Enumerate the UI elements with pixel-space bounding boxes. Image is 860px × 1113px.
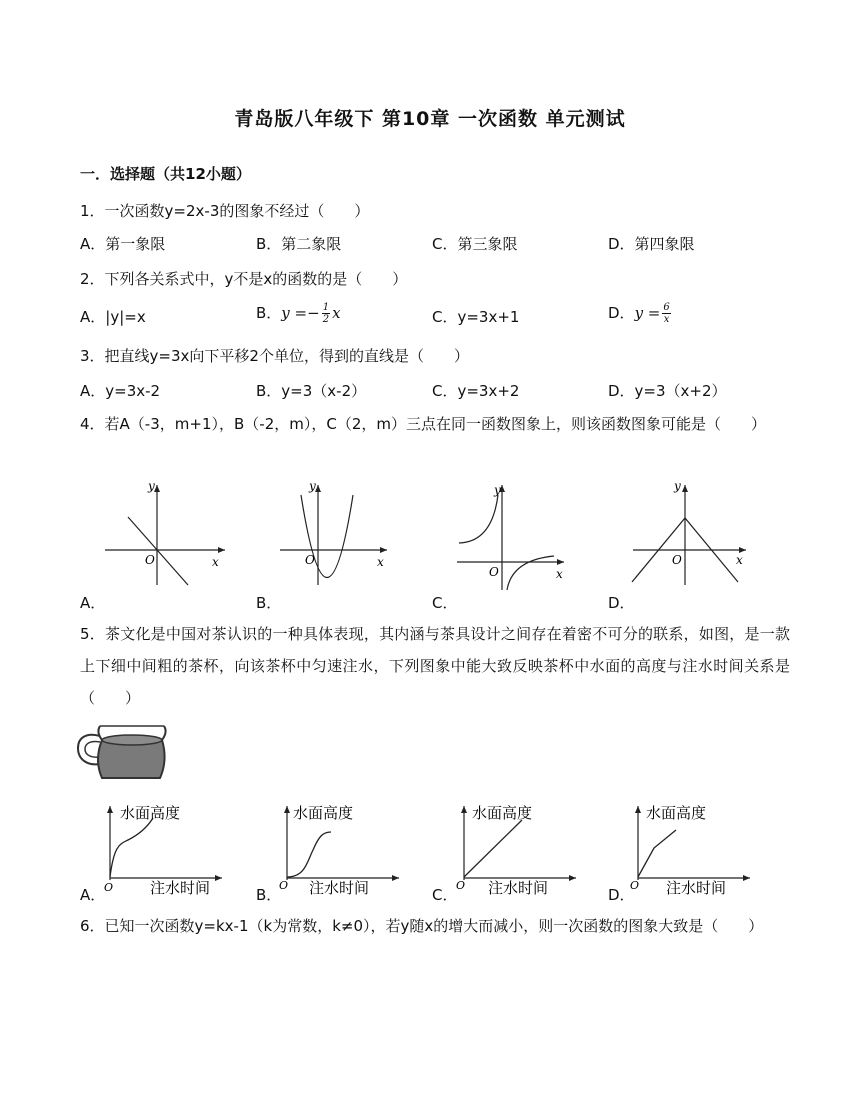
question-4: 4．若A（-3，m+1），B（-2，m），C（2，m）三点在同一函数图象上，则该函数图象可能是（ ） [80,415,766,433]
q1-option-a: A．第一象限 [80,235,166,253]
q1-option-d: D．第四象限 [608,235,695,253]
q4c-x-label: x [556,567,563,581]
q4c-y-label: y [494,483,501,497]
question-5: 5．茶文化是中国对茶认识的一种具体表现，其内涵与茶具设计之间存在着密不可分的联系，如图，是一款上下细中间粗的茶杯，向该茶杯中匀速注水，下列图象中能大致反映茶杯中水面的高度与注水时间关系是（ ） [80,625,790,707]
q4d-x-label: x [736,553,743,567]
q2-option-d [608,302,673,325]
q5c-origin-label: O [456,879,466,892]
q2-option-b-label: B． [256,304,282,322]
q5-graph-b [275,800,410,896]
tea-cup-illustration [76,720,168,784]
page-title: 青岛版八年级下 第10章 一次函数 单元测试 [234,108,626,130]
q5-option-a: A． [80,886,106,904]
q5-option-b: B． [256,886,282,904]
q5d-x-label: 注水时间 [666,879,727,897]
q2-option-b-denominator: 2 [322,314,330,325]
q4a-origin-label: O [145,553,155,567]
q4a-x-label: x [212,555,219,569]
q2-option-b [256,302,341,325]
q2-option-b-fraction [322,302,330,325]
q4c-origin-label: O [489,565,499,579]
q2-option-d-denominator: x [663,314,670,325]
q5a-y-label: 水面高度 [120,804,181,822]
q3-option-b: B．y=3（x-2） [256,382,367,400]
q5-graph-a [98,800,233,896]
q5-option-d: D． [608,886,635,904]
q2-option-b-lhs: y =− [281,304,320,322]
q5-option-c: C． [432,886,458,904]
q4-option-a: A． [80,594,106,612]
q5b-y-label: 水面高度 [293,804,354,822]
q5b-x-label: 注水时间 [309,879,370,897]
q2-option-a: A．|y|=x [80,308,146,326]
q4d-y-label: y [674,479,681,493]
question-3: 3．把直线y=3x向下平移2个单位，得到的直线是（ ） [80,347,469,365]
q2-option-d-fraction [662,302,670,325]
q4b-x-label: x [377,555,384,569]
q2-option-b-numerator: 1 [322,302,330,313]
q2-option-b-var: x [332,304,341,322]
q4b-origin-label: O [305,553,315,567]
q5c-y-label: 水面高度 [472,804,533,822]
question-1: 1．一次函数y=2x-3的图象不经过（ ） [80,202,370,220]
q4a-y-label: y [148,479,155,493]
section-heading: 一．选择题（共12小题） [80,165,251,183]
q2-option-d-lhs: y = [634,304,661,322]
q4-graph-b [275,480,395,590]
q5d-y-label: 水面高度 [646,804,707,822]
q5a-x-label: 注水时间 [150,879,211,897]
q4-option-c: C． [432,594,458,612]
q5b-origin-label: O [279,879,289,892]
q5a-origin-label: O [104,881,114,894]
q2-option-c: C．y=3x+1 [432,308,520,326]
q5-graph-d [626,800,761,896]
q4-option-b: B． [256,594,282,612]
q3-option-d: D．y=3（x+2） [608,382,727,400]
q4-graph-d [628,480,753,590]
q3-option-c: C．y=3x+2 [432,382,520,400]
q5d-origin-label: O [630,879,640,892]
q4-graph-a [100,480,230,590]
question-6: 6．已知一次函数y=kx-1（k为常数，k≠0），若y随x的增大而减小，则一次函数的图象大致是（ ） [80,917,764,935]
q5-graph-c [452,800,587,896]
q2-option-d-label: D． [608,304,635,322]
q4b-y-label: y [309,479,316,493]
q5c-x-label: 注水时间 [488,879,549,897]
question-2: 2．下列各关系式中，y不是x的函数的是（ ） [80,270,408,288]
q4-graph-c [452,480,572,590]
q4-option-d: D． [608,594,635,612]
q1-option-c: C．第三象限 [432,235,518,253]
q1-option-b: B．第二象限 [256,235,342,253]
q3-option-a: A．y=3x-2 [80,382,161,400]
q4d-origin-label: O [672,553,682,567]
q2-option-d-numerator: 6 [663,302,670,313]
